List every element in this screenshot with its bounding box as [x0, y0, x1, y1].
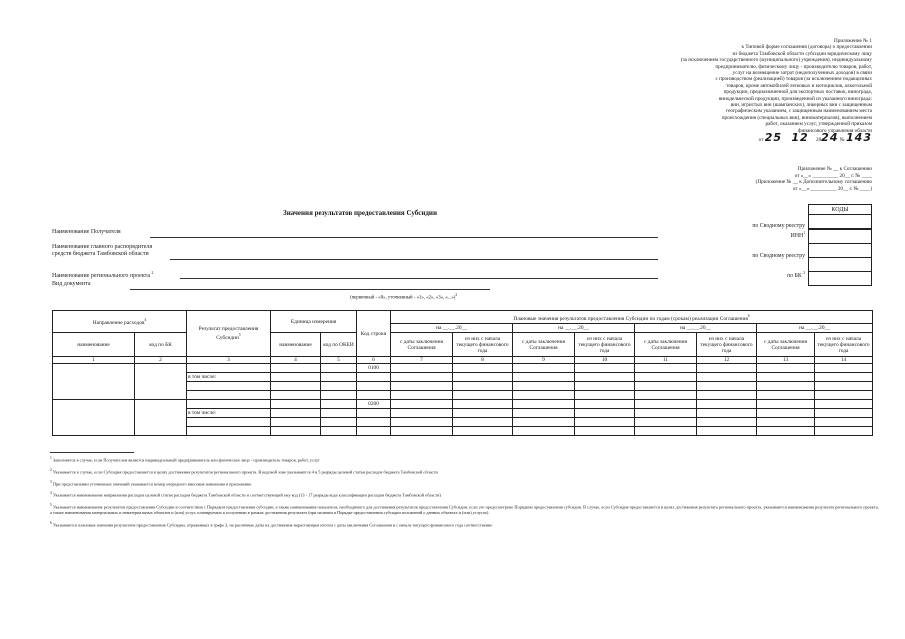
- unit-code-cell[interactable]: [321, 391, 357, 400]
- header-planned-text: Плановые значения результатов предоставления Субсидии по годам (срокам) реализации Соглашения: [513, 315, 748, 322]
- footnote-text: При представлении уточненных значений указывается номер очередного внесения изменения в приложение: [52, 481, 252, 487]
- header-from-date: с даты заключения Соглашения: [513, 333, 575, 357]
- result-footnote-mark: 5: [238, 333, 241, 338]
- header-result: [187, 311, 271, 357]
- table-row: [53, 364, 873, 373]
- value-cell[interactable]: [513, 382, 575, 391]
- value-cell[interactable]: [635, 409, 697, 418]
- inn-footnote-mark: 1: [803, 231, 805, 235]
- inn-label-text: ИНН: [790, 232, 804, 239]
- value-cell[interactable]: [391, 400, 453, 409]
- unit-name-cell[interactable]: [271, 364, 321, 373]
- col-number: 1: [53, 357, 135, 364]
- value-cell[interactable]: [513, 427, 575, 436]
- value-cell[interactable]: [513, 373, 575, 382]
- appendix-line: с производством (реализацией) товаров (за исключением подакцизных: [715, 76, 872, 83]
- doc-type-line[interactable]: [130, 289, 490, 290]
- col-number: 5: [321, 357, 357, 364]
- footnote-number: 5: [50, 503, 52, 508]
- header-code-row: Код строки: [357, 311, 391, 357]
- row-code-cell[interactable]: [357, 427, 391, 436]
- appendix-line: предпринимателю, физическому лицу - производителю товаров, работ,: [715, 63, 872, 70]
- footnote: [50, 456, 880, 463]
- direction-code-cell[interactable]: [135, 364, 187, 400]
- appendix-line: услуг на возмещение затрат (недополученных доходов) в связи: [732, 70, 872, 77]
- order-prefix: от: [758, 137, 764, 144]
- value-cell[interactable]: [757, 409, 815, 418]
- value-cell[interactable]: [513, 364, 575, 373]
- planned-footnote-mark: 6: [747, 313, 750, 318]
- svodny-reestr-label-1: по Сводному реестру: [752, 223, 805, 229]
- value-cell[interactable]: [513, 391, 575, 400]
- order-date-day: 25: [764, 131, 783, 145]
- value-cell[interactable]: [635, 382, 697, 391]
- agreement-appendix-block: [652, 166, 872, 192]
- footnote-text: Указывается в случае, если Субсидия предоставляется в целях достижения результатов регионального проекта. В кодовой зоне указываются 4 и 5 разряды целевой статьи расходов бюджета Тамбовской области: [52, 469, 438, 475]
- value-cell[interactable]: [453, 418, 513, 427]
- value-cell[interactable]: [815, 382, 873, 391]
- agreement-line: от «__» __________ 20__ г. № ____): [792, 185, 872, 192]
- agreement-line: Приложение № __ к Соглашению: [797, 166, 872, 172]
- header-from-date: с даты заключения Соглашения: [635, 333, 697, 357]
- code-cell-svodny-1[interactable]: [808, 214, 872, 229]
- bk-footnote-mark: 2: [803, 271, 805, 275]
- header-from-year: из них с начала текущего финансового года: [815, 333, 873, 357]
- project-line[interactable]: [180, 278, 658, 279]
- value-cell[interactable]: [453, 409, 513, 418]
- header-from-year: из них с начала текущего финансового года: [697, 333, 757, 357]
- header-year-3: на __.__.20__: [635, 324, 757, 333]
- value-cell[interactable]: [697, 400, 757, 409]
- row-code-cell[interactable]: [357, 391, 391, 400]
- value-cell[interactable]: [757, 427, 815, 436]
- value-cell[interactable]: [453, 391, 513, 400]
- result-cell[interactable]: [187, 391, 271, 400]
- result-cell[interactable]: [187, 400, 271, 409]
- footnote-number: 3: [50, 479, 52, 484]
- project-label: [52, 270, 153, 280]
- value-cell[interactable]: [815, 373, 873, 382]
- direction-name-cell[interactable]: [53, 364, 135, 400]
- header-direction: [53, 311, 187, 333]
- appendix-line: происхождения (специальных вин), виноматериалов), выполнением: [721, 114, 872, 121]
- value-cell[interactable]: [697, 427, 757, 436]
- bk-label-text: по БК: [787, 272, 802, 279]
- col-number: 9: [513, 357, 575, 364]
- header-from-year: из них с начала текущего финансового года: [453, 333, 513, 357]
- header-name: наименование: [53, 333, 135, 357]
- in-that-number-label: в том числе:: [187, 373, 271, 382]
- code-cell-inn[interactable]: [808, 229, 872, 244]
- col-number: 10: [575, 357, 635, 364]
- appendix-line: работ, оказанием услуг, утвержденной приказом: [765, 121, 872, 128]
- header-year-2: на __.__.20__: [513, 324, 635, 333]
- result-cell[interactable]: [187, 427, 271, 436]
- value-cell[interactable]: [757, 373, 815, 382]
- doc-type-label: Вид документа: [52, 281, 91, 287]
- inn-label: [791, 231, 805, 239]
- value-cell[interactable]: [697, 382, 757, 391]
- value-cell[interactable]: [513, 418, 575, 427]
- doc-type-footnote-mark: 3: [455, 293, 458, 297]
- col-number: 12: [697, 357, 757, 364]
- recipient-line[interactable]: [150, 237, 658, 238]
- col-number: 4: [271, 357, 321, 364]
- footnote: [50, 521, 880, 528]
- appendix-line: финансового управления области: [798, 127, 872, 134]
- value-cell[interactable]: [453, 427, 513, 436]
- appendix-line: (за исключением государственного (муниципального) учреждения), индивидуальному: [680, 57, 872, 64]
- footnote-number: 6: [50, 520, 52, 525]
- value-cell[interactable]: [635, 400, 697, 409]
- col-number: 2: [135, 357, 187, 364]
- result-cell[interactable]: [187, 418, 271, 427]
- row-code-cell[interactable]: [357, 382, 391, 391]
- value-cell[interactable]: [815, 418, 873, 427]
- manager-line[interactable]: [170, 259, 658, 260]
- value-cell[interactable]: [697, 391, 757, 400]
- project-footnote-mark: 2: [151, 271, 154, 275]
- order-number-prefix: №: [839, 137, 845, 144]
- value-cell[interactable]: [757, 364, 815, 373]
- header-planned: [391, 311, 873, 324]
- header-year-4: на __.__.20__: [757, 324, 873, 333]
- value-cell[interactable]: [635, 418, 697, 427]
- value-cell[interactable]: [575, 409, 635, 418]
- row-code-cell[interactable]: [357, 373, 391, 382]
- footnote: [50, 480, 880, 487]
- footnote-text: Заполняется в случае, если Получателем является индивидуальный предприниматель или физическое лицо - производитель товаров, работ, услуг: [52, 457, 320, 463]
- value-cell[interactable]: [697, 409, 757, 418]
- appendix-line: из бюджета Тамбовской области субсидии юридическому лицу: [732, 50, 872, 57]
- value-cell[interactable]: [575, 391, 635, 400]
- appendix-line: к Типовой форме соглашения (договора) о предоставлении: [741, 44, 872, 51]
- value-cell[interactable]: [575, 382, 635, 391]
- footnote-text: Указываются плановые значения результатов предоставления Субсидии, отраженных в графе 3, на различные даты их достижения нарастающим итогом с даты заключения Соглашения и с начала текущего финансового года соответственно: [52, 521, 493, 527]
- document-title: Значения результатов предоставления Субсидии: [283, 209, 437, 217]
- value-cell[interactable]: [575, 364, 635, 373]
- appendix-line: винодельческой продукции, произведенной из указанного винограда:: [718, 95, 872, 102]
- order-year-prefix: 20: [815, 137, 822, 144]
- unit-name-cell[interactable]: [271, 391, 321, 400]
- footnote: [50, 503, 880, 515]
- appendix-line: географическим указанием, с защищенным наименованием места: [726, 108, 872, 115]
- header-year-1: на __.__.20__: [391, 324, 513, 333]
- footnote-number: 1: [50, 456, 52, 460]
- value-cell[interactable]: [513, 409, 575, 418]
- order-date-line: [642, 131, 872, 145]
- value-cell[interactable]: [635, 364, 697, 373]
- unit-code-cell[interactable]: [321, 418, 357, 427]
- doc-type-hint-text: (первичный - «0», уточненный - «1», «2», «3», «...»): [350, 295, 456, 301]
- manager-label-1: Наименование главного распорядителя: [52, 244, 153, 250]
- header-direction-text: Направление расходов: [92, 319, 145, 326]
- value-cell[interactable]: [391, 373, 453, 382]
- doc-type-hint: [350, 292, 457, 302]
- order-number: 143: [846, 131, 872, 145]
- direction-name-cell[interactable]: [53, 400, 135, 436]
- footnotes: [50, 452, 880, 532]
- value-cell[interactable]: [635, 373, 697, 382]
- value-cell[interactable]: [391, 418, 453, 427]
- unit-name-cell[interactable]: [271, 409, 321, 418]
- row-code-cell[interactable]: [357, 409, 391, 418]
- header-unit-name: наименование: [271, 333, 321, 357]
- result-cell[interactable]: [187, 382, 271, 391]
- col-number: 7: [391, 357, 453, 364]
- in-that-number-label: в том числе:: [187, 409, 271, 418]
- code-cell-bk[interactable]: [808, 257, 872, 272]
- value-cell[interactable]: [391, 391, 453, 400]
- value-cell[interactable]: [815, 409, 873, 418]
- codes-header: КОДЫ: [808, 204, 872, 215]
- value-cell[interactable]: [513, 400, 575, 409]
- unit-name-cell[interactable]: [271, 382, 321, 391]
- footnote-separator: [50, 452, 134, 453]
- order-year: 24: [821, 131, 839, 145]
- unit-name-cell[interactable]: [271, 373, 321, 382]
- footnote-text: Указывается наименование результатов предоставления Субсидии в соответствии с Порядком предоставления субсидии, а также наименования показателя, необходимого для достижения результатов предоставления Субсидии, если это предусмотрено Порядком предоставления субсидии. В случае, если Субсидия предоставляется в целях достижения результата регионального проекта, указываются наименования результата регионального проекта, а также наименования материальных и нематериальных объектов и (или) услуг, планируемых к получению в рамках достижения результата (при наличии в Порядке предоставления субсидии положений о данных объектах и (или) услугах).: [50, 504, 879, 516]
- appendix-line: Приложение № 1: [834, 38, 872, 44]
- project-label-text: Наименование регионального проекта: [52, 273, 151, 279]
- direction-code-cell[interactable]: [135, 400, 187, 436]
- footnote-number: 2: [50, 467, 52, 472]
- agreement-line: от «__» __________ 20__ г. № ____: [794, 172, 872, 179]
- header-code-bk: код по БК: [135, 333, 187, 357]
- value-cell[interactable]: [453, 382, 513, 391]
- appendix-line: продукции, предназначенной для экспортных поставок, винограда,: [723, 89, 872, 96]
- unit-code-cell[interactable]: [321, 373, 357, 382]
- value-cell[interactable]: [757, 391, 815, 400]
- appendix-line: товаров, кроме автомобилей легковых и мотоциклов, алкогольной: [726, 82, 872, 89]
- unit-code-cell[interactable]: [321, 400, 357, 409]
- row-code-cell[interactable]: [357, 418, 391, 427]
- value-cell[interactable]: [575, 418, 635, 427]
- footnote-text: Указывается наименование направления расходов целевой статьи расходов бюджета Тамбовской области и соответствующий ему код (13 - 17 разряды кода классификации расходов бюджета Тамбовской области): [52, 492, 441, 498]
- col-number: 8: [453, 357, 513, 364]
- row-code-cell: 0100: [357, 364, 391, 373]
- recipient-label: Наименование Получателя: [52, 229, 121, 235]
- code-cell-doc-type[interactable]: [808, 271, 872, 286]
- unit-name-cell[interactable]: [271, 418, 321, 427]
- col-number: 14: [815, 357, 873, 364]
- value-cell[interactable]: [453, 373, 513, 382]
- code-cell-svodny-2[interactable]: [808, 243, 872, 258]
- col-number: 13: [757, 357, 815, 364]
- value-cell[interactable]: [575, 427, 635, 436]
- unit-code-cell[interactable]: [321, 427, 357, 436]
- unit-code-cell[interactable]: [321, 382, 357, 391]
- codes-box: [808, 205, 872, 286]
- results-table: [52, 310, 873, 436]
- value-cell[interactable]: [815, 364, 873, 373]
- value-cell[interactable]: [391, 427, 453, 436]
- value-cell[interactable]: [697, 373, 757, 382]
- bk-label: [787, 271, 805, 279]
- value-cell[interactable]: [697, 364, 757, 373]
- value-cell[interactable]: [453, 364, 513, 373]
- header-unit: Единица измерения: [271, 311, 357, 333]
- header-unit-code: код по ОКЕИ: [321, 333, 357, 357]
- column-numbers-row: [53, 357, 873, 364]
- appendix-header: [642, 38, 872, 144]
- header-from-date: с даты заключения Соглашения: [391, 333, 453, 357]
- unit-code-cell[interactable]: [321, 364, 357, 373]
- header-from-year: из них с начала текущего финансового года: [575, 333, 635, 357]
- order-date-month: 12: [791, 131, 809, 145]
- value-cell[interactable]: [575, 373, 635, 382]
- value-cell[interactable]: [815, 427, 873, 436]
- value-cell[interactable]: [635, 427, 697, 436]
- unit-name-cell[interactable]: [271, 427, 321, 436]
- col-number: 11: [635, 357, 697, 364]
- value-cell[interactable]: [391, 364, 453, 373]
- value-cell[interactable]: [391, 409, 453, 418]
- header-result-text: Результат предоставления Субсидии: [198, 326, 259, 341]
- manager-label-2: средств бюджета Тамбовской области: [52, 251, 149, 257]
- value-cell[interactable]: [697, 418, 757, 427]
- result-cell[interactable]: [187, 364, 271, 373]
- unit-name-cell[interactable]: [271, 400, 321, 409]
- appendix-line: вин, игристых вин (шампанских), ликерных вин с защищенным: [730, 102, 872, 109]
- value-cell[interactable]: [815, 400, 873, 409]
- value-cell[interactable]: [391, 382, 453, 391]
- value-cell[interactable]: [453, 400, 513, 409]
- col-number: 6: [357, 357, 391, 364]
- value-cell[interactable]: [757, 400, 815, 409]
- agreement-line: (Приложение № __ к Дополнительному соглашению: [755, 179, 872, 186]
- row-code-cell: 0200: [357, 400, 391, 409]
- svodny-reestr-label-2: по Сводному реестру: [752, 253, 805, 259]
- header-from-date: с даты заключения Соглашения: [757, 333, 815, 357]
- value-cell[interactable]: [575, 400, 635, 409]
- value-cell[interactable]: [635, 391, 697, 400]
- footnote-number: 4: [50, 491, 52, 496]
- unit-code-cell[interactable]: [321, 409, 357, 418]
- table-row: [53, 400, 873, 409]
- col-number: 3: [187, 357, 271, 364]
- footnote: [50, 468, 880, 475]
- value-cell[interactable]: [757, 418, 815, 427]
- value-cell[interactable]: [815, 391, 873, 400]
- direction-footnote-mark: 4: [144, 318, 147, 323]
- footnote: [50, 491, 880, 498]
- value-cell[interactable]: [757, 382, 815, 391]
